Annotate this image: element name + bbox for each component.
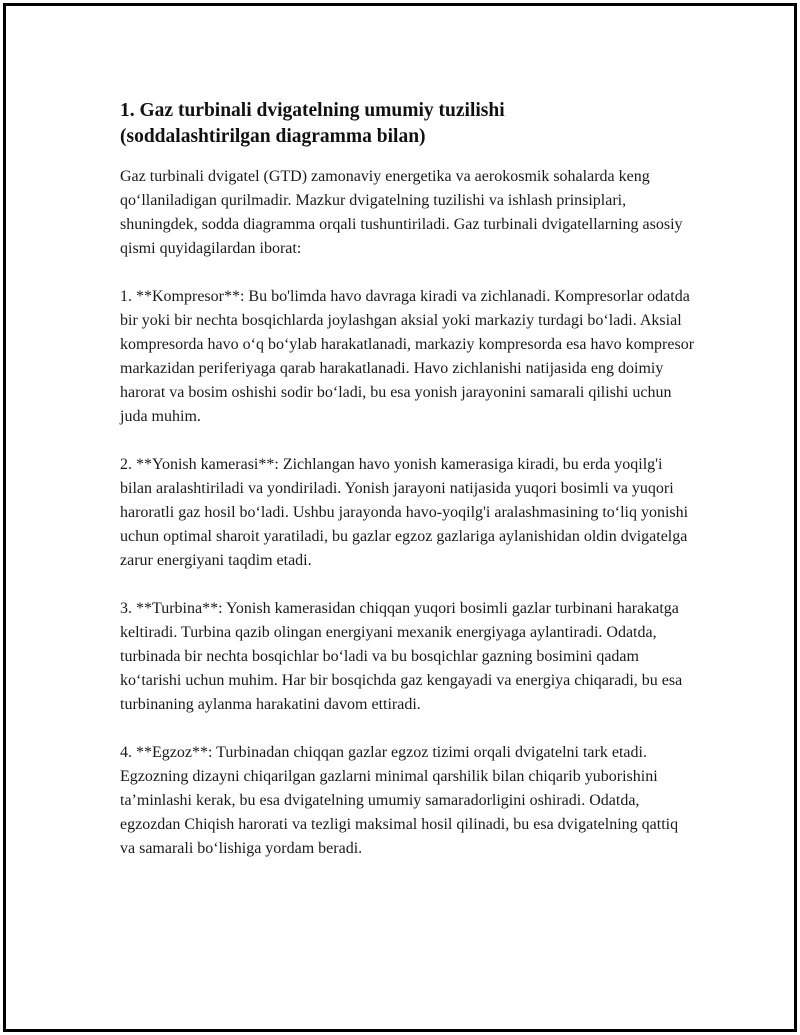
document-content xyxy=(120,98,695,861)
page-title-line-2: (soddalashtirilgan diagramma bilan) xyxy=(120,126,426,147)
page-title xyxy=(120,98,695,150)
intro-paragraph: Gaz turbinali dvigatel (GTD) zamonaviy energetika va aerokosmik sohalarda keng qo‘llaniladigan qurilmadir. Mazkur dvigatelning tuzilishi va ishlash prinsiplari, shuningdek, sodda diagramma orqali tushuntiriladi. Gaz turbinali dvigatellarning asosiy qismi quyidagilardan iborat: xyxy=(120,168,683,257)
section-exhaust: 4. **Egzoz**: Turbinadan chiqqan gazlar egzoz tizimi orqali dvigatelni tark etadi. Egzozning dizayni chiqarilgan gazlarni minimal qarshilik bilan chiqarib yuborishini ta’minlashi kerak, bu esa dvigatelning umumiy samaradorligini oshiradi. Odatda, egzozdan Chiqish harorati va tezligi maksimal hosil qilinadi, bu esa dvigatelning qattiq va samarali bo‘lishiga yordam beradi. xyxy=(120,744,679,857)
page-title-line-1: 1. Gaz turbinali dvigatelning umumiy tuzilishi xyxy=(120,100,505,121)
page-frame xyxy=(3,3,797,1032)
section-turbine: 3. **Turbina**: Yonish kamerasidan chiqqan yuqori bosimli gazlar turbinani harakatga keltiradi. Turbina qazib olingan energiyani mexanik energiyaga aylantiradi. Odatda, turbinada bir nechta bosqichlar bo‘ladi va bu bosqichlar gazning bosimini qadam ko‘tarishi uchun muhim. Har bir bosqichda gaz kengayadi va energiya chiqaradi, bu esa turbinaning aylanma harakatini davom ettiradi. xyxy=(120,600,683,713)
section-compressor: 1. **Kompresor**: Bu bo'limda havo davraga kiradi va zichlanadi. Kompresorlar odatda bir yoki bir nechta bosqichlarda joylashgan aksial yoki markaziy turdagi bo‘ladi. Aksial kompresorda havo o‘q bo‘ylab harakatlanadi, markaziy kompresorda esa havo kompresor markazidan periferiyaga qarab harakatlanadi. Havo zichlanishi natijasida eng doimiy harorat va bosim oshishi sodir bo‘ladi, bu esa yonish jarayonini samarali qilishi uchun juda muhim. xyxy=(120,288,695,425)
section-combustion-chamber: 2. **Yonish kamerasi**: Zichlangan havo yonish kamerasiga kiradi, bu erda yoqilg'i bilan aralashtiriladi va yondiriladi. Yonish jarayoni natijasida yuqori bosimli va yuqori haroratli gaz hosil bo‘ladi. Ushbu jarayonda havo-yoqilg'i aralashmasining to‘liq yonishi uchun optimal sharoit yaratiladi, bu gazlar egzoz gazlariga aylanishidan oldin dvigatelga zarur energiyani taqdim etadi. xyxy=(120,456,689,569)
